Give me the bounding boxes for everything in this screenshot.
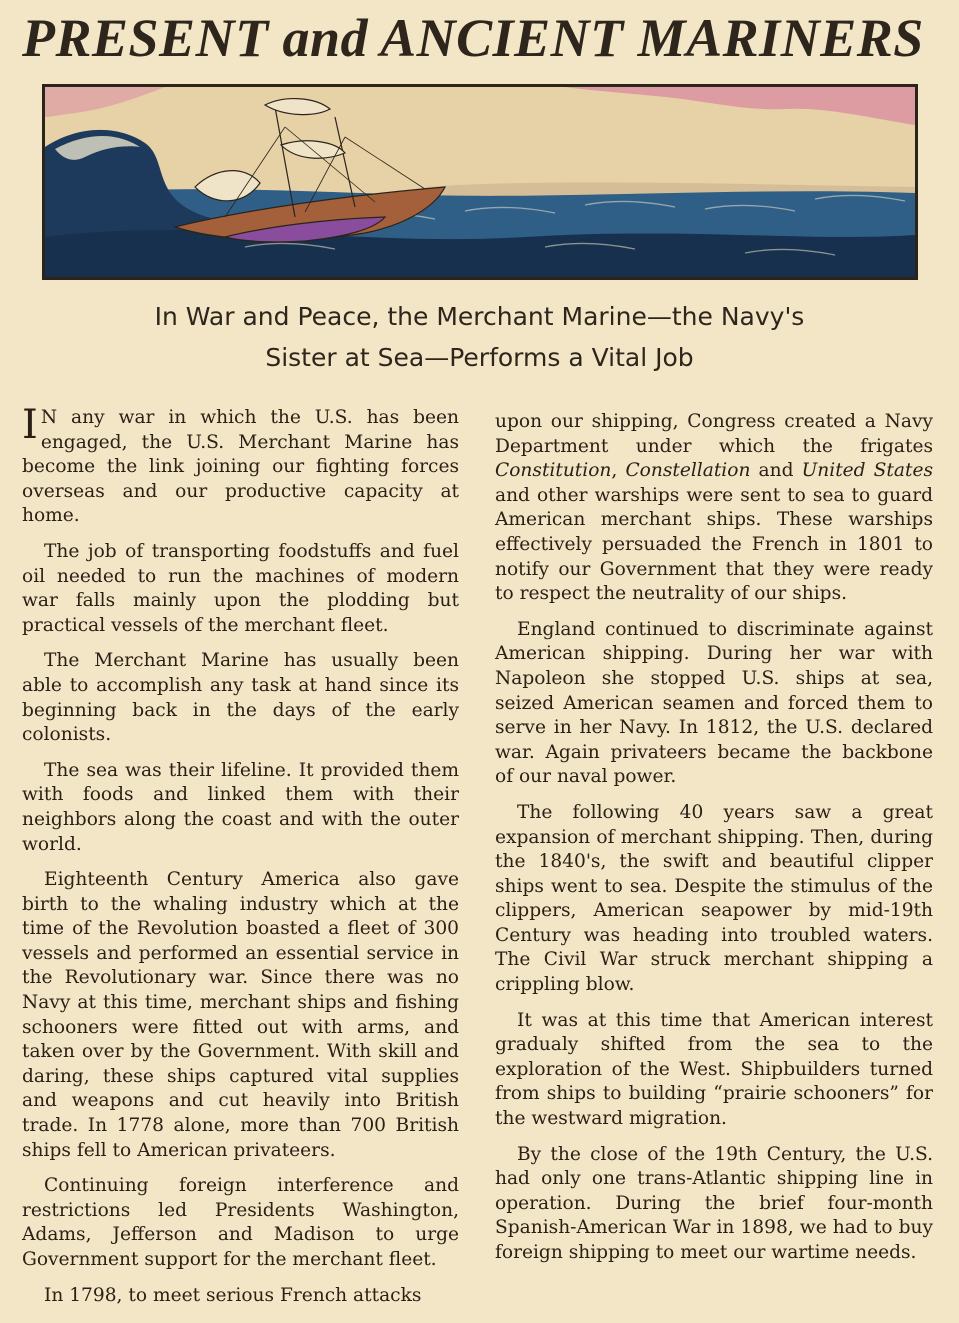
ship-name-united-states: United States: [801, 460, 933, 482]
left-paragraph-6: Continuing foreign interference and restrictions led Presidents Washington, Adams, Jefferson and Madison to urge Government support for the merchant fleet.: [22, 1175, 459, 1270]
subtitle: [0, 296, 959, 378]
left-paragraph-1: [22, 402, 459, 529]
sailing-ship-in-storm-illustration: [45, 87, 915, 277]
left-paragraph-7: In 1798, to meet serious French attacks: [44, 1284, 422, 1306]
left-paragraph-5: Eighteenth Century America also gave birth to the whaling industry which at the time of the Revolution boasted a fleet of 300 vessels and performed an essential service in the Revolutionary war. Since there was no Navy at this time, merchant ships and fishing schooners were fitted out with arms, and taken over by the Government. With skill and daring, these ships captured vital supplies and weapons and cut heavily into British trade. In 1778 alone, more than 700 British ships fell to American privateers.: [22, 869, 459, 1161]
right-column: [495, 410, 933, 1277]
subtitle-line-1: In War and Peace, the Merchant Marine—the Navy's: [154, 302, 805, 331]
left-paragraph-2: The job of transporting foodstuffs and fuel oil needed to run the machines of modern war falls mainly upon the plodding but practical vessels of the merchant fleet.: [22, 540, 459, 636]
left-paragraph-1-text: N any war in which the U.S. has been engaged, the U.S. Merchant Marine has become the link joining our fighting forces overseas and our productive capacity at home.: [22, 407, 459, 527]
right-paragraph-1: [495, 410, 933, 607]
ship-illustration-panel: [42, 84, 918, 280]
subtitle-line-2: Sister at Sea—Performs a Vital Job: [265, 343, 694, 372]
right-paragraph-5: By the close of the 19th Century, the U.S. had only one trans-Atlantic shipping line in operation. During the brief four-month Spanish-American War in 1898, we had to buy foreign shipping to meet our wartime needs.: [495, 1143, 933, 1263]
right-paragraph-3: The following 40 years saw a great expansion of merchant shipping. Then, during the 1840's, the swift and beautiful clipper ships went to sea. Despite the stimulus of the clippers, American seapower by mid-19th Century was heading into troubled waters. The Civil War struck merchant shipping a crippling blow.: [495, 801, 933, 996]
right-paragraph-2: England continued to discriminate against American shipping. During her war with Napoleon she stopped U.S. ships at sea, seized American seamen and forced them to serve in her Navy. In 1812, the U.S. declared war. Again privateers became the backbone of our naval power.: [495, 618, 933, 788]
left-column: [22, 402, 459, 1319]
left-paragraph-4: The sea was their lifeline. It provided them with foods and linked them with their neighbors along the coast and with the outer world.: [22, 759, 459, 855]
ship-name-constitution: Constitution: [495, 460, 612, 482]
right-paragraph-1-end: and other warships were sent to sea to guard American merchant ships. These warships effectively persuaded the French in 1801 to notify our Government that they were ready to respect the neutrality of our ships.: [495, 484, 933, 605]
page-title: PRESENT and ANCIENT MARINERS: [22, 8, 924, 68]
ship-separator-1: ,: [611, 460, 626, 482]
right-paragraph-1-start: upon our shipping, Congress created a Navy Department under which the frigates: [495, 411, 933, 457]
ship-name-constellation: Constellation: [625, 460, 751, 482]
ship-separator-2: and: [750, 460, 802, 482]
left-paragraph-3: The Merchant Marine has usually been able to accomplish any task at hand since its beginning back in the days of the early colonists.: [22, 650, 459, 746]
right-paragraph-4: It was at this time that American interest gradualy shifted from the sea to the exploration of the West. Shipbuilders turned from ships to building “prairie schooners” for the westward migration.: [495, 1009, 933, 1130]
drop-cap: I: [22, 402, 38, 448]
